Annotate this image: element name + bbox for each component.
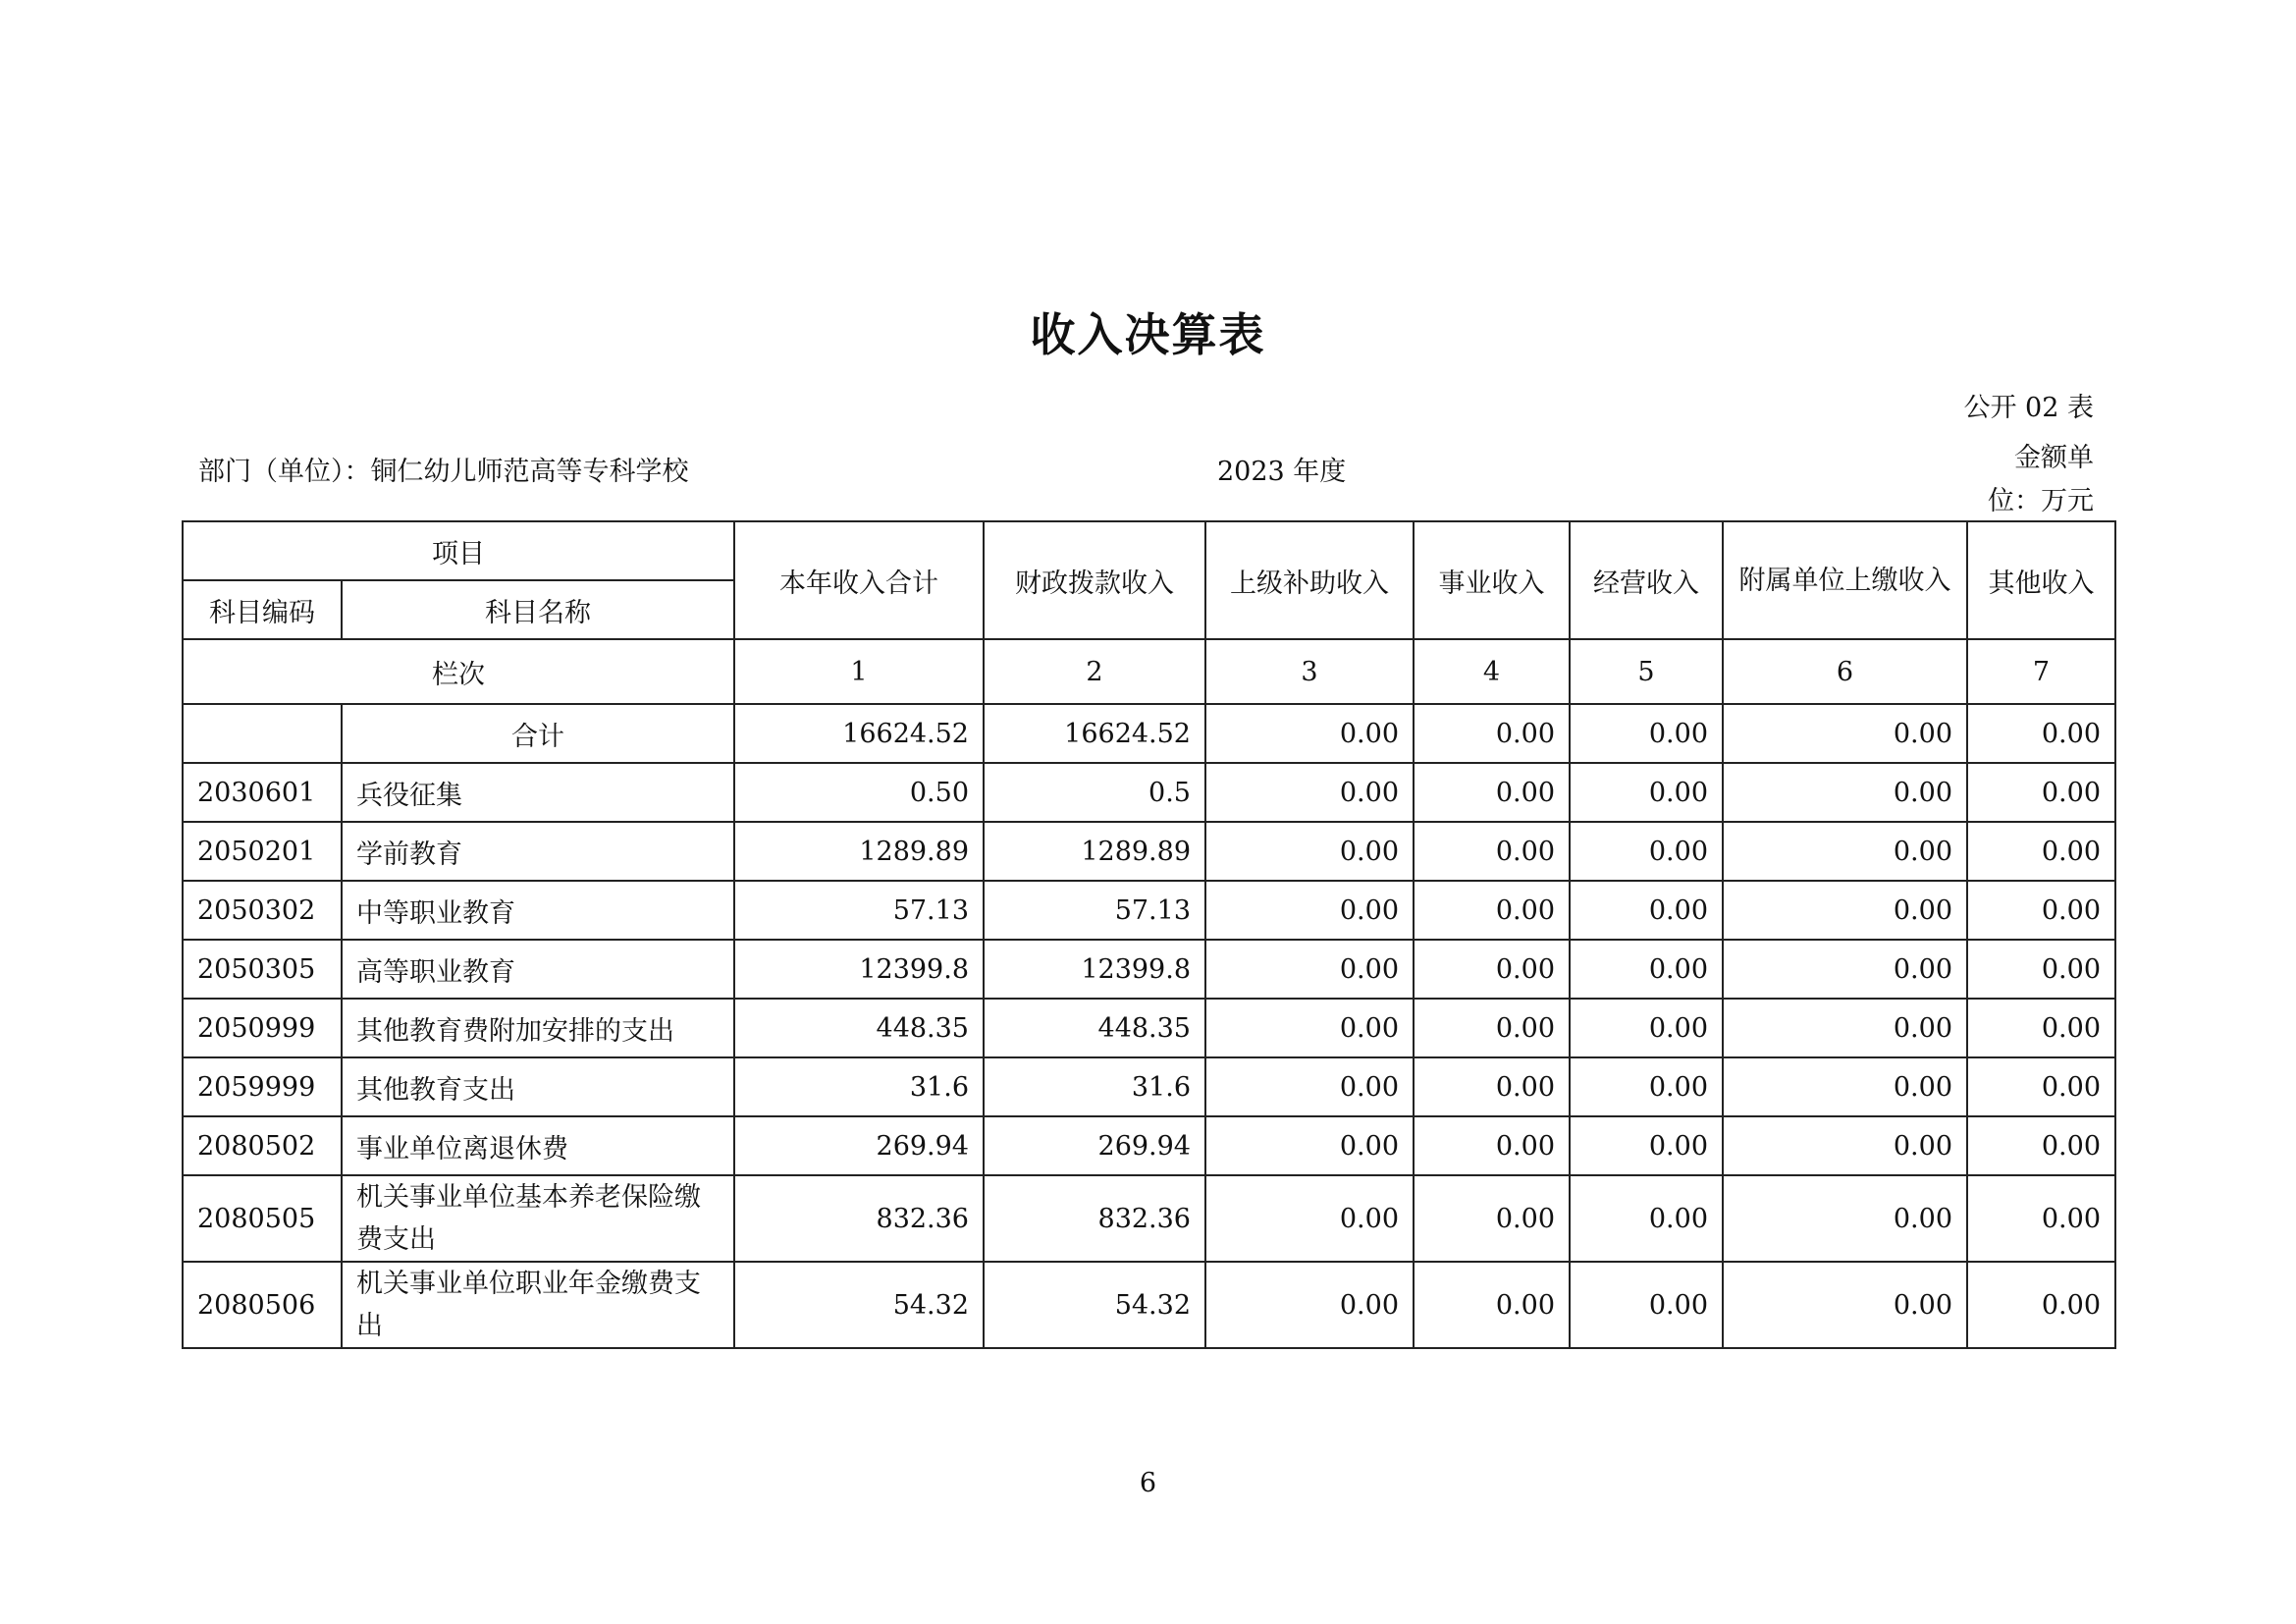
row-code: 2030601 xyxy=(183,763,342,822)
row-name: 事业单位离退休费 xyxy=(342,1116,734,1175)
row-code: 2050201 xyxy=(183,822,342,881)
row-value: 0.00 xyxy=(1723,822,1967,881)
fiscal-year: 2023 年度 xyxy=(1217,457,1347,487)
row-value: 448.35 xyxy=(984,999,1205,1057)
row-value: 0.00 xyxy=(1414,999,1570,1057)
row-value: 54.32 xyxy=(734,1262,984,1348)
row-value: 0.00 xyxy=(1570,1175,1723,1262)
row-value: 0.5 xyxy=(984,763,1205,822)
total-label: 合计 xyxy=(342,704,734,763)
row-value: 0.00 xyxy=(1205,1262,1414,1348)
row-value: 832.36 xyxy=(734,1175,984,1262)
row-code: 2080505 xyxy=(183,1175,342,1262)
row-value: 0.00 xyxy=(1723,763,1967,822)
row-value: 57.13 xyxy=(734,881,984,940)
row-value: 1289.89 xyxy=(734,822,984,881)
table-row xyxy=(183,1262,2115,1348)
income-table xyxy=(182,520,2116,1349)
row-value: 0.00 xyxy=(1570,763,1723,822)
row-value: 0.00 xyxy=(1205,1175,1414,1262)
row-value: 0.00 xyxy=(1205,763,1414,822)
header-business-income: 事业收入 xyxy=(1414,521,1570,639)
row-value: 269.94 xyxy=(984,1116,1205,1175)
row-value: 0.00 xyxy=(1205,1116,1414,1175)
row-value: 0.00 xyxy=(1414,1057,1570,1116)
row-value: 0.00 xyxy=(1205,940,1414,999)
total-value: 16624.52 xyxy=(734,704,984,763)
header-operating-income: 经营收入 xyxy=(1570,521,1723,639)
row-value: 0.00 xyxy=(1414,763,1570,822)
row-value: 54.32 xyxy=(984,1262,1205,1348)
index-label: 栏次 xyxy=(183,639,734,704)
row-value: 0.50 xyxy=(734,763,984,822)
row-value: 0.00 xyxy=(1414,1262,1570,1348)
row-code: 2050999 xyxy=(183,999,342,1057)
row-value: 0.00 xyxy=(1570,1262,1723,1348)
row-value: 0.00 xyxy=(1967,1116,2115,1175)
row-code: 2080506 xyxy=(183,1262,342,1348)
row-code: 2059999 xyxy=(183,1057,342,1116)
header-other-income: 其他收入 xyxy=(1967,521,2115,639)
row-name: 学前教育 xyxy=(342,822,734,881)
header-project: 项目 xyxy=(183,521,734,580)
row-name: 兵役征集 xyxy=(342,763,734,822)
index-row xyxy=(183,639,2115,704)
row-name: 其他教育支出 xyxy=(342,1057,734,1116)
table-row xyxy=(183,1057,2115,1116)
row-value: 0.00 xyxy=(1723,1116,1967,1175)
row-value: 31.6 xyxy=(734,1057,984,1116)
row-value: 1289.89 xyxy=(984,822,1205,881)
row-value: 0.00 xyxy=(1414,822,1570,881)
header-total-income: 本年收入合计 xyxy=(734,521,984,639)
total-value: 0.00 xyxy=(1414,704,1570,763)
row-value: 0.00 xyxy=(1570,822,1723,881)
row-value: 0.00 xyxy=(1205,999,1414,1057)
index-cell: 4 xyxy=(1414,639,1570,704)
row-value: 0.00 xyxy=(1570,1116,1723,1175)
row-value: 12399.8 xyxy=(984,940,1205,999)
row-value: 0.00 xyxy=(1967,1262,2115,1348)
row-value: 0.00 xyxy=(1723,999,1967,1057)
table-row xyxy=(183,999,2115,1057)
row-value: 0.00 xyxy=(1967,763,2115,822)
total-value: 0.00 xyxy=(1205,704,1414,763)
row-value: 0.00 xyxy=(1414,940,1570,999)
row-value: 57.13 xyxy=(984,881,1205,940)
row-value: 0.00 xyxy=(1967,1057,2115,1116)
row-value: 0.00 xyxy=(1967,940,2115,999)
table-row xyxy=(183,822,2115,881)
total-value: 0.00 xyxy=(1723,704,1967,763)
row-name: 机关事业单位职业年金缴费支出 xyxy=(342,1262,734,1348)
row-value: 0.00 xyxy=(1967,1175,2115,1262)
page-title: 收入决算表 xyxy=(1030,308,1266,361)
row-value: 31.6 xyxy=(984,1057,1205,1116)
row-code: 2050302 xyxy=(183,881,342,940)
row-value: 0.00 xyxy=(1967,881,2115,940)
total-value: 0.00 xyxy=(1570,704,1723,763)
row-value: 0.00 xyxy=(1205,822,1414,881)
index-cell: 5 xyxy=(1570,639,1723,704)
row-value: 0.00 xyxy=(1414,881,1570,940)
index-cell: 1 xyxy=(734,639,984,704)
row-code: 2080502 xyxy=(183,1116,342,1175)
row-value: 0.00 xyxy=(1723,1262,1967,1348)
department-label: 部门（单位）：铜仁幼儿师范高等专科学校 xyxy=(198,457,689,487)
row-value: 0.00 xyxy=(1723,881,1967,940)
total-value: 16624.52 xyxy=(984,704,1205,763)
header-fiscal-appropriation: 财政拨款收入 xyxy=(984,521,1205,639)
table-row xyxy=(183,1175,2115,1262)
row-value: 0.00 xyxy=(1570,940,1723,999)
header-row-1 xyxy=(183,521,2115,580)
row-value: 0.00 xyxy=(1723,1175,1967,1262)
table-row xyxy=(183,763,2115,822)
row-value: 0.00 xyxy=(1723,1057,1967,1116)
index-cell: 6 xyxy=(1723,639,1967,704)
row-value: 0.00 xyxy=(1967,822,2115,881)
table-row xyxy=(183,881,2115,940)
row-value: 448.35 xyxy=(734,999,984,1057)
total-code-cell xyxy=(183,704,342,763)
index-cell: 2 xyxy=(984,639,1205,704)
header-name: 科目名称 xyxy=(342,580,734,639)
row-value: 0.00 xyxy=(1414,1175,1570,1262)
row-value: 0.00 xyxy=(1570,881,1723,940)
page-number: 6 xyxy=(1139,1468,1157,1498)
row-value: 0.00 xyxy=(1723,940,1967,999)
row-name: 高等职业教育 xyxy=(342,940,734,999)
row-value: 0.00 xyxy=(1967,999,2115,1057)
row-name: 其他教育费附加安排的支出 xyxy=(342,999,734,1057)
index-cell: 7 xyxy=(1967,639,2115,704)
row-value: 12399.8 xyxy=(734,940,984,999)
amount-unit-line1: 金额单 xyxy=(2014,443,2094,473)
amount-unit xyxy=(1956,437,2094,523)
row-code: 2050305 xyxy=(183,940,342,999)
row-value: 0.00 xyxy=(1570,1057,1723,1116)
row-value: 832.36 xyxy=(984,1175,1205,1262)
amount-unit-line2: 位：万元 xyxy=(1988,486,2094,516)
table-row xyxy=(183,940,2115,999)
form-number: 公开 02 表 xyxy=(1963,393,2094,423)
row-name: 机关事业单位基本养老保险缴费支出 xyxy=(342,1175,734,1262)
row-value: 269.94 xyxy=(734,1116,984,1175)
row-name: 中等职业教育 xyxy=(342,881,734,940)
row-value: 0.00 xyxy=(1570,999,1723,1057)
header-affiliated-income: 附属单位上缴收入 xyxy=(1723,521,1967,639)
total-value: 0.00 xyxy=(1967,704,2115,763)
row-value: 0.00 xyxy=(1414,1116,1570,1175)
total-row xyxy=(183,704,2115,763)
index-cell: 3 xyxy=(1205,639,1414,704)
row-value: 0.00 xyxy=(1205,881,1414,940)
row-value: 0.00 xyxy=(1205,1057,1414,1116)
header-code: 科目编码 xyxy=(183,580,342,639)
header-superior-subsidy: 上级补助收入 xyxy=(1205,521,1414,639)
table-row xyxy=(183,1116,2115,1175)
